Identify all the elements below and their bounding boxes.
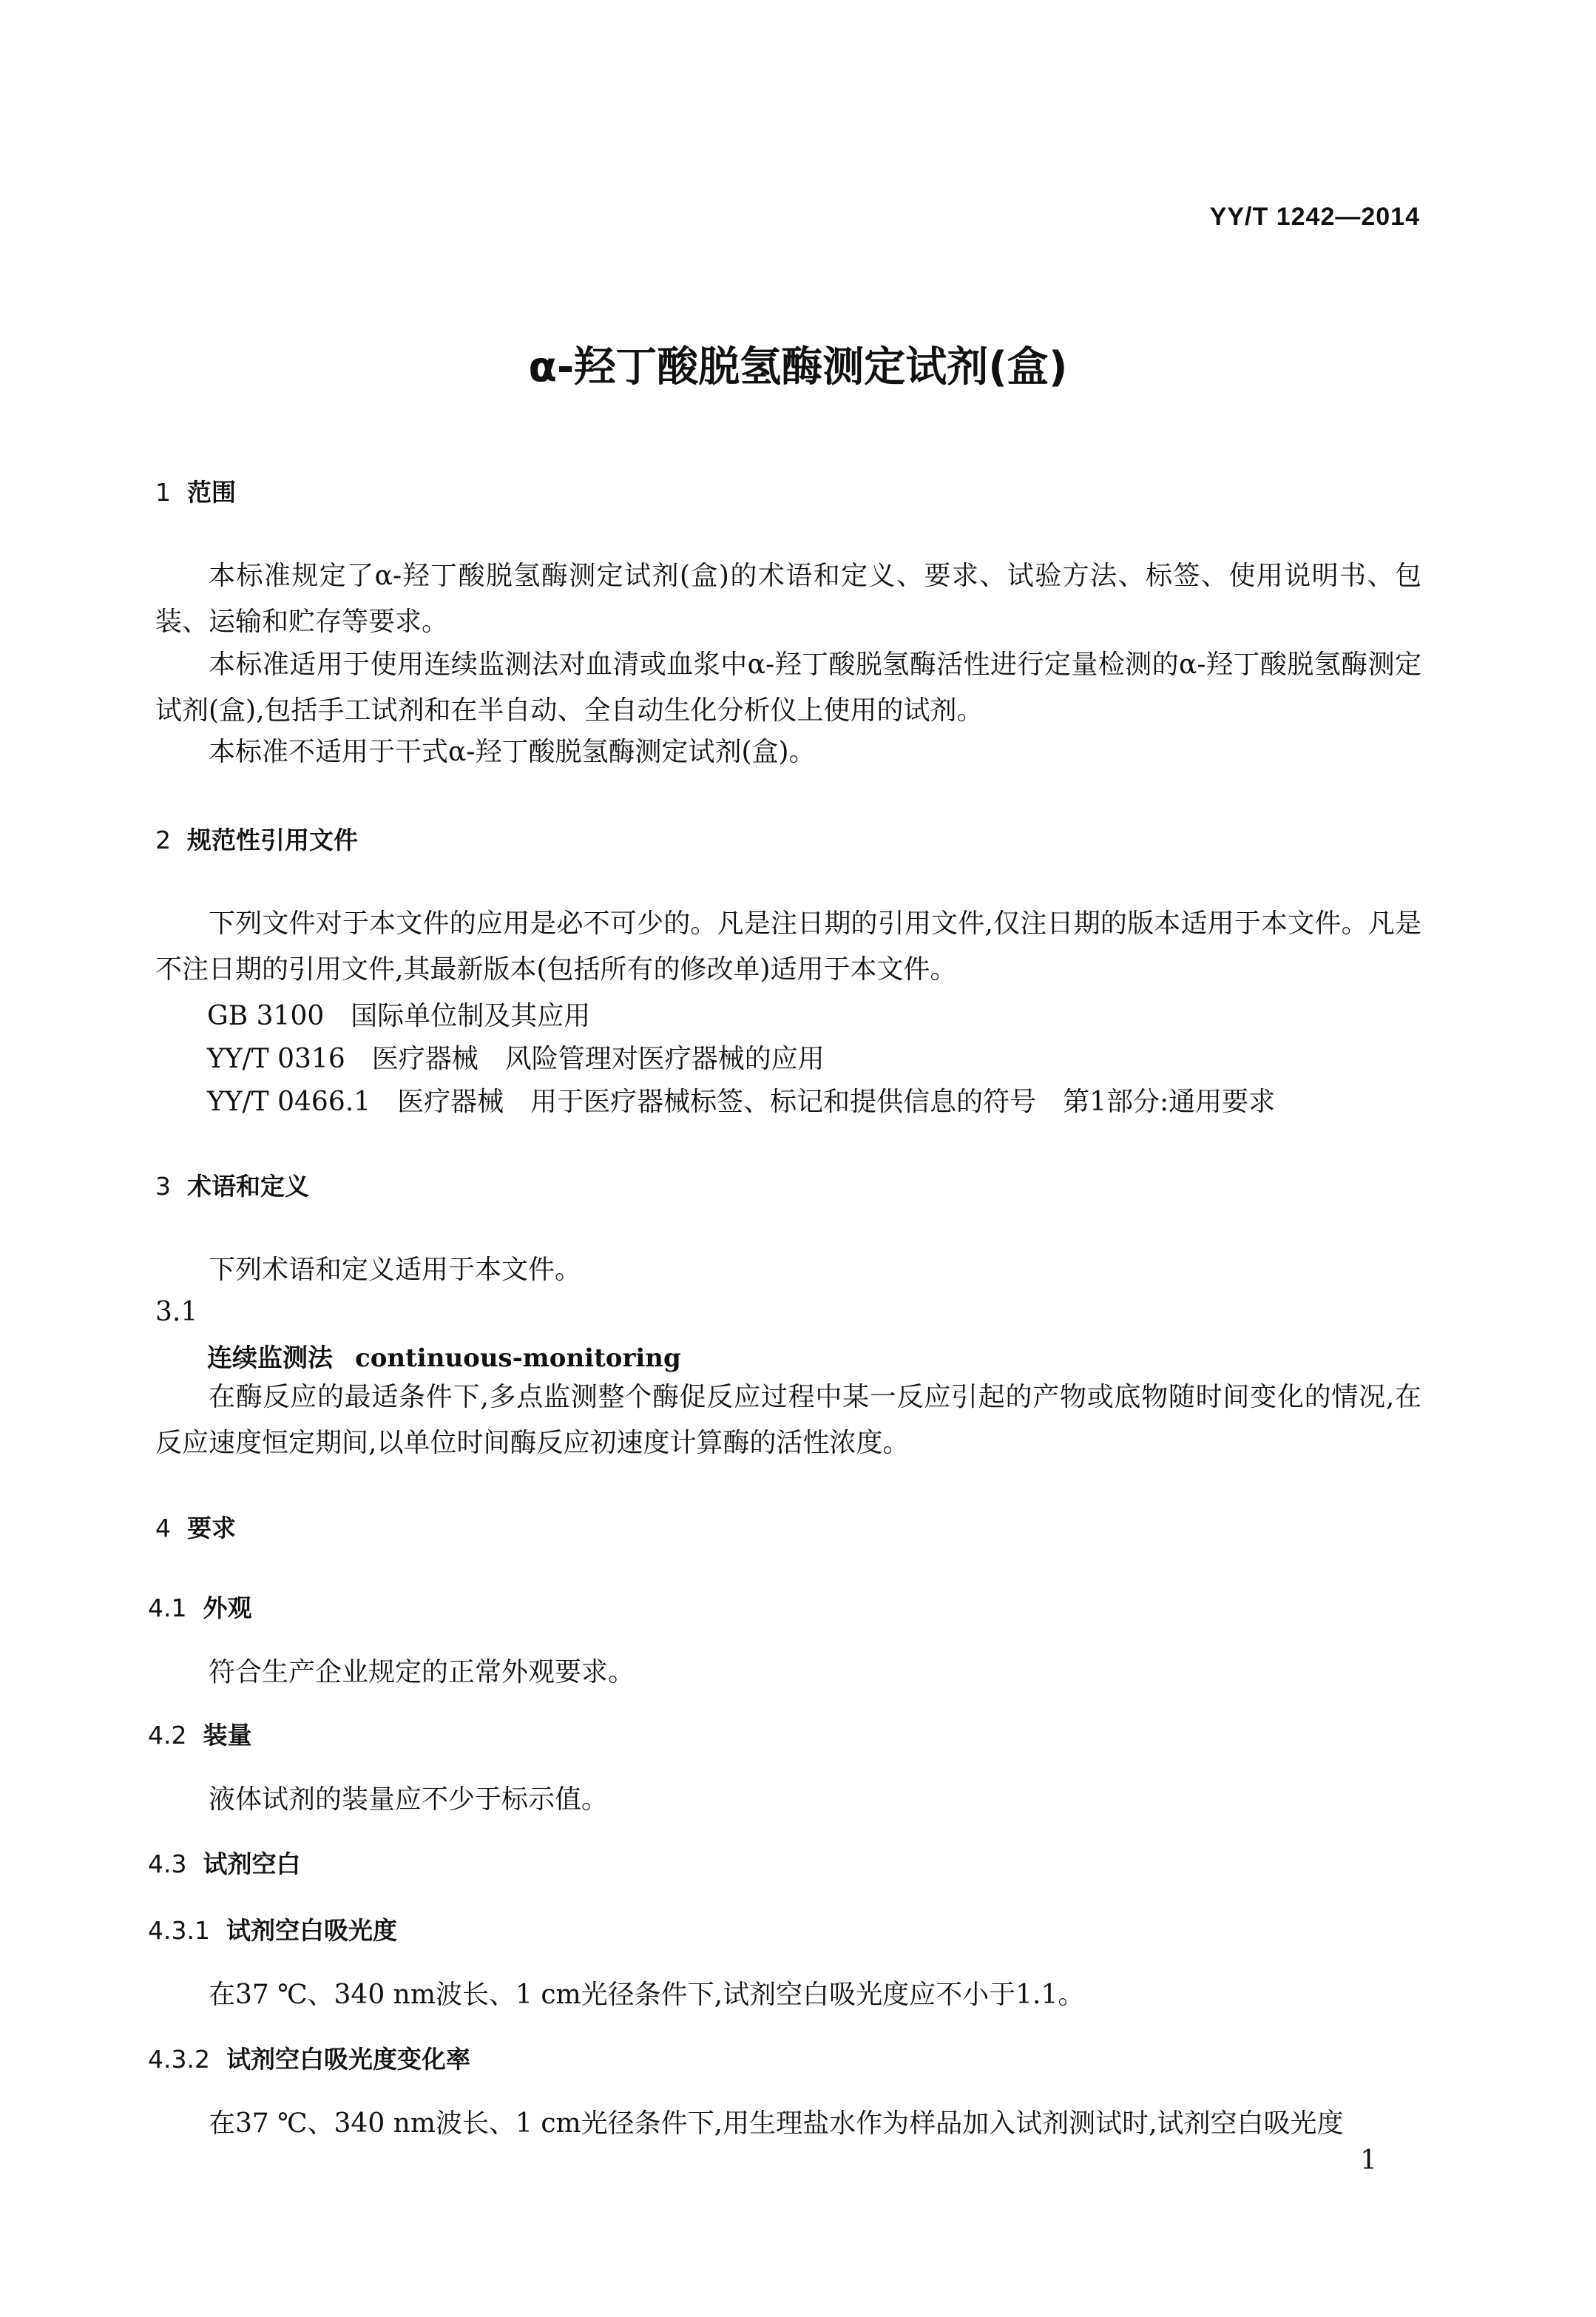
- page-number: 1: [1360, 2145, 1377, 2176]
- section-1-paragraph-1: 本标准规定了α-羟丁酸脱氢酶测定试剂(盒)的术语和定义、要求、试验方法、标签、使用说明书、包装、运输和贮存等要求。: [155, 561, 1421, 637]
- reference-title: 医疗器械: [371, 1044, 479, 1074]
- section-title: 试剂空白吸光度: [226, 1916, 397, 1945]
- section-4-2-heading: [148, 1716, 251, 1751]
- section-4-heading: [155, 1509, 236, 1544]
- reference-title: 用于医疗器械标签、标记和提供信息的符号: [530, 1087, 1037, 1117]
- section-4-1-heading: [148, 1589, 251, 1624]
- section-title: 范围: [187, 478, 236, 507]
- section-title: 术语和定义: [187, 1172, 309, 1201]
- section-4-3-heading: [148, 1845, 300, 1880]
- section-title: 外观: [203, 1593, 252, 1622]
- reference-part: 第1部分:通用要求: [1063, 1087, 1276, 1117]
- section-number: 4.1: [148, 1593, 187, 1622]
- term-definition: 在酶反应的最适条件下,多点监测整个酶促反应过程中某一反应引起的产物或底物随时间变化的情况,在反应速度恒定期间,以单位时间酶反应初速度计算酶的活性浓度。: [155, 1382, 1421, 1458]
- section-3-paragraph: 下列术语和定义适用于本文件。: [209, 1255, 582, 1285]
- section-4-3-1-heading: [148, 1912, 397, 1946]
- section-4-1-text: 符合生产企业规定的正常外观要求。: [209, 1657, 635, 1687]
- section-number: 4.3.1: [148, 1916, 210, 1945]
- section-title: 装量: [203, 1721, 252, 1750]
- reference-code: YY/T 0466.1: [207, 1087, 371, 1117]
- section-title: 规范性引用文件: [187, 826, 358, 854]
- section-number: 1: [155, 478, 171, 507]
- section-4-3-2-text: 在37 ℃、340 nm波长、1 cm光径条件下,用生理盐水作为样品加入试剂测试时,试剂空白吸光度: [209, 2108, 1344, 2139]
- section-4-3-1-text: 在37 ℃、340 nm波长、1 cm光径条件下,试剂空白吸光度应不小于1.1。: [209, 1980, 1085, 2010]
- section-4-2-text: 液体试剂的装量应不少于标示值。: [209, 1784, 609, 1815]
- reference-yyt0466: [207, 1081, 1275, 1119]
- reference-title: 风险管理对医疗器械的应用: [504, 1044, 825, 1074]
- section-1-paragraph-2: 本标准适用于使用连续监测法对血清或血浆中α-羟丁酸脱氢酶活性进行定量检测的α-羟丁酸脱氢酶测定试剂(盒),包括手工试剂和在半自动、全自动生化分析仪上使用的试剂。: [155, 650, 1421, 726]
- standard-code: YY/T 1242—2014: [1209, 203, 1420, 231]
- section-1-paragraph-3: 本标准不适用于干式α-羟丁酸脱氢酶测定试剂(盒)。: [209, 737, 816, 767]
- section-2-heading: [155, 821, 358, 856]
- document-title: α-羟丁酸脱氢酶测定试剂(盒): [528, 343, 1068, 391]
- reference-title: 医疗器械: [397, 1087, 504, 1117]
- section-number: 4.3: [148, 1849, 187, 1878]
- section-number: 4: [155, 1514, 171, 1542]
- section-number: 3: [155, 1172, 171, 1201]
- section-2-paragraph: 下列文件对于本文件的应用是必不可少的。凡是注日期的引用文件,仅注日期的版本适用于本文件。凡是不注日期的引用文件,其最新版本(包括所有的修改单)适用于本文件。: [155, 908, 1421, 985]
- term-heading: [207, 1338, 681, 1374]
- section-3-heading: [155, 1167, 309, 1202]
- term-number: 3.1: [155, 1297, 198, 1327]
- reference-yyt0316: [207, 1038, 825, 1076]
- term-en: continuous-monitoring: [355, 1343, 681, 1373]
- reference-gb3100: [207, 995, 590, 1033]
- section-4-3-2-heading: [148, 2040, 470, 2075]
- reference-title: 国际单位制及其应用: [351, 1001, 591, 1031]
- section-1-heading: [155, 473, 236, 508]
- section-title: 试剂空白: [203, 1849, 301, 1878]
- term-zh: 连续监测法: [207, 1343, 333, 1373]
- section-number: 2: [155, 826, 171, 854]
- reference-code: YY/T 0316: [207, 1044, 345, 1074]
- section-number: 4.2: [148, 1721, 187, 1750]
- section-title: 要求: [187, 1514, 236, 1542]
- section-number: 4.3.2: [148, 2045, 210, 2074]
- section-title: 试剂空白吸光度变化率: [226, 2045, 470, 2074]
- reference-code: GB 3100: [207, 1001, 325, 1031]
